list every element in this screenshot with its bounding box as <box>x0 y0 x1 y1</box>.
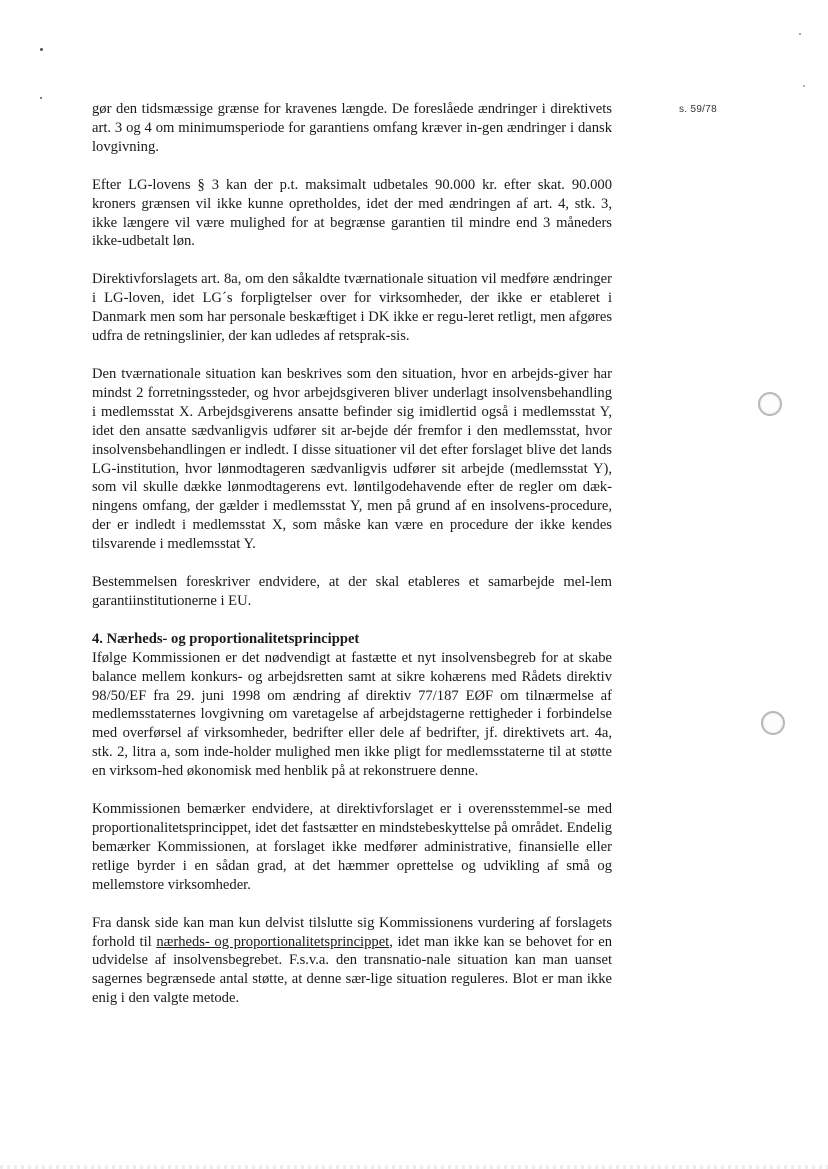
scan-speck <box>40 97 42 99</box>
paragraph-lg-law: Efter LG-lovens § 3 kan der p.t. maksimalt udbetales 90.000 kr. efter skat. 90.000 kroners grænsen vil ikke kunne opretholdes, idet der med ændringen af art. 4, stk. 3, ikke længere vil være mulighed for at begrænse garantien til mindre end 3 måneders ikke-udbetalt løn. <box>92 176 612 250</box>
paragraph-danish-position <box>92 914 612 1009</box>
danish-position-text-end: , idet man ikke kan se behovet for en udvidelse af insolvensbegrebet. F.s.v.a. den transnatio-nale situation kan man uanset sagernes begrænsede antal støtte, at denne sær-lige situation reguleres. Blot er man ikke enig i den valgte metode. <box>92 933 612 1007</box>
danish-position-text-start: Fra dansk side kan man kun delvist tilslutte sig Kommissionens vurdering af forslagets forhold til <box>92 914 612 950</box>
paragraph-continuation: gør den tidsmæssige grænse for kravenes længde. De foreslåede ændringer i direktivets art. 3 og 4 om minimumsperiode for garantiens omfang kræver in-gen ændringer i dansk lovgivning. <box>92 101 612 155</box>
page-reference: s. 59/78 <box>679 104 717 115</box>
scan-speck <box>40 48 43 51</box>
paragraph-art-8a: Direktivforslagets art. 8a, om den såkaldte tværnationale situation vil medføre ændringer i LG-loven, idet LG´s forpligtelser over for virksomheder, der ikke er etableret i Danmark men som har personale beskæftiget i DK ikke er regu-leret retligt, men afgøres udfra de retningslinier, der kan udledes af retsprak-sis. <box>92 271 612 345</box>
punch-hole-upper <box>758 392 782 416</box>
scan-bottom-edge <box>0 1165 828 1169</box>
underlined-principle: nærheds- og proportionalitetsprincippet <box>156 933 390 950</box>
scan-speck <box>803 85 805 87</box>
section-heading: 4. Nærheds- og proportionalitetsprincippet <box>92 630 360 647</box>
paragraph-commission-proportionality: Kommissionen bemærker endvidere, at direktivforslaget er i overensstemmel-se med proportionalitetsprincippet, idet det fastsætter en mindstebeskyttelse på området. Endelig bemærker Kommissionen, at forslaget ikke medfører administrative, finansielle eller retlige byrder i en sådan grad, at det hæmmer oprettelse og udvikling af små og mellemstore virksomheder. <box>92 801 612 893</box>
scan-speck <box>799 33 801 35</box>
paragraph-commission-need: Ifølge Kommissionen er det nødvendigt at fastætte et nyt insolvensbegreb for at skabe balance mellem konkurs- og arbejdsretten samt at sikre kohærens med Rådets direktiv 98/50/EF fra 29. juni 1998 om ændring af direktiv 77/187 EØF om tilnærmelse af medlemsstaternes lovgivning om varetagelse af arbejdstagerne rettigheder i forbindelse med overførsel af virksomheder, bedrifter eller dele af bedrifter, jf. direktivets art. 4a, stk. 2, litra a, som inde-holder mulighed men ikke pligt for medlemsstaterne til at støtte en virksom-hed økonomisk med henblik på at rekonstruere denne. <box>92 649 612 780</box>
document-body <box>92 100 612 1027</box>
paragraph-cooperation: Bestemmelsen foreskriver endvidere, at der skal etableres et samarbejde mel-lem garantiinstitutionerne i EU. <box>92 574 612 609</box>
punch-hole-lower <box>761 711 785 735</box>
paragraph-transnational-situation: Den tværnationale situation kan beskrives som den situation, hvor en arbejds-giver har mindst 2 forretningssteder, og hvor arbejdsgiveren bliver underlagt insolvensbehandling i medlemsstat X. Arbejdsgiverens ansatte befinder sig imidlertid også i medlemsstat Y, idet den ansatte sædvanligvis udfører sit ar-bejde dér fremfor i den medlemsstat, hvor insolvensbehandlingen er indledt. I disse situationer vil det efter forslaget blive det lands LG-institution, hvor lønmodtageren sædvanligvis udfører sit arbejde (medlemsstat Y), som vil skulle dække lønmodtagerens evt. løntilgodehavende efter de regler om dæk-ningens omfang, der gælder i medlemsstat Y, men på grund af en insolvens-procedure, der er indledt i medlemsstat X, som måske kan være en procedure der ikke kendes tilsvarende i medlemsstat Y. <box>92 365 612 553</box>
